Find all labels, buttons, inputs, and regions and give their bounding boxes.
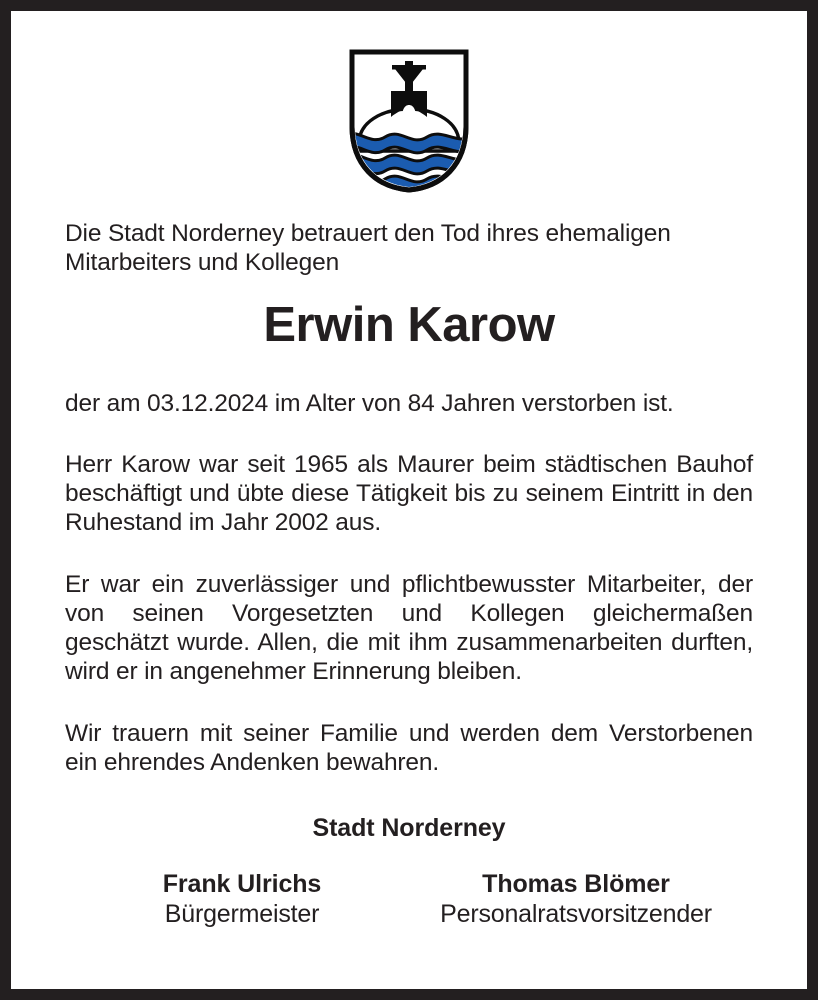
signatory-name: Thomas Blömer (482, 870, 670, 898)
notice-inner-panel (11, 11, 807, 989)
tribute-paragraph: Er war ein zuverlässiger und pflichtbewusster Mitarbeiter, der von seinen Vorgesetzten und Kollegen gleichermaßen geschätzt wurde. Allen, die mit ihm zusammenarbeiten durften, wird er in angenehmer Erinnerung bleiben. (65, 571, 753, 685)
deceased-name: Erwin Karow (263, 298, 555, 352)
signatory-block (409, 869, 743, 930)
death-date-line: der am 03.12.2024 im Alter von 84 Jahren verstorben ist. (65, 390, 674, 417)
signatory-role: Personalratsvorsitzender (440, 900, 712, 928)
signatory-role: Bürgermeister (164, 900, 320, 928)
signatories-row (65, 869, 753, 930)
coat-of-arms-icon (347, 47, 471, 195)
signatory-block (75, 869, 409, 930)
closing-paragraph: Wir trauern mit seiner Familie und werden dem Verstorbenen ein ehrendes Andenken bewahren. (65, 720, 753, 776)
career-paragraph: Herr Karow war seit 1965 als Maurer beim städtischen Bauhof beschäftigt und übte diese Tätigkeit bis zu seinem Eintritt in den Ruhestand im Jahr 2002 aus. (65, 451, 753, 536)
signatory-name: Frank Ulrichs (162, 870, 322, 898)
crest-container (11, 11, 807, 195)
organisation-name: Stadt Norderney (312, 814, 506, 842)
notice-body (11, 219, 807, 930)
intro-text: Die Stadt Norderney betrauert den Tod ihres ehemaligen Mitarbeiters und Kollegen (65, 220, 671, 276)
